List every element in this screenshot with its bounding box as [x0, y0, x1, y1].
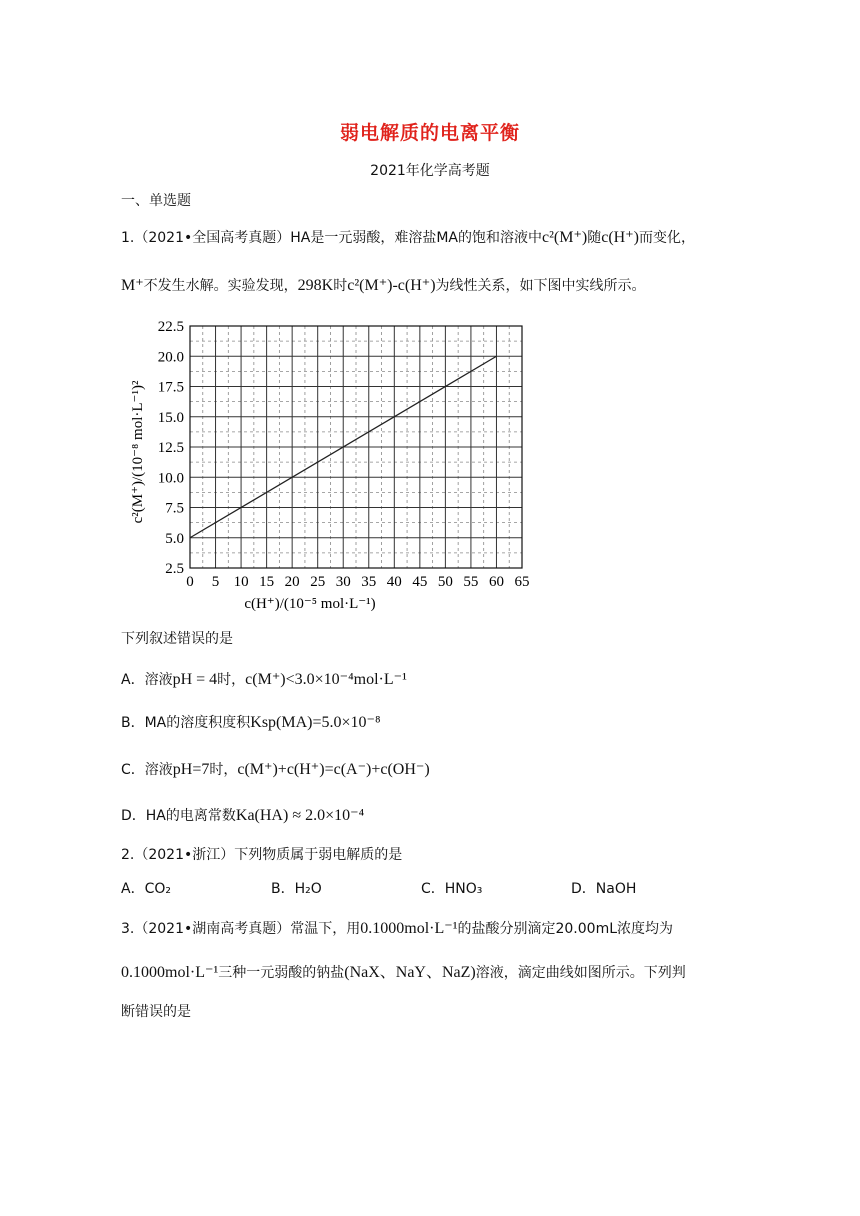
- x-tick-label: 40: [386, 574, 402, 590]
- q2-option-d: D．NaOH: [571, 881, 637, 897]
- q1-text-b: 随: [587, 230, 602, 246]
- q1-math-ch: c(H⁺): [601, 229, 640, 246]
- x-tick-label: 10: [233, 574, 249, 590]
- q2-stem: 2.（2021•浙江）下列物质属于弱电解质的是: [121, 847, 403, 863]
- x-tick-label: 55: [463, 574, 479, 590]
- q1-chart: [120, 312, 540, 617]
- option-a-math1: pH = 4: [172, 671, 218, 688]
- q3-math-salts: (NaX、NaY、NaZ): [344, 964, 476, 981]
- y-tick-label: 7.5: [165, 500, 184, 517]
- y-tick-label: 10.0: [157, 470, 184, 487]
- option-c-math1: pH=7: [172, 761, 210, 778]
- q3-math-conc1: 0.1000mol·L⁻¹: [360, 920, 458, 937]
- option-c-math2: c(M⁺)+c(H⁺)=c(A⁻)+c(OH⁻): [237, 761, 430, 778]
- option-d-math: Ka(HA) ≈ 2.0×10⁻⁴: [235, 807, 365, 824]
- chart-y-label: c²(M⁺)/(10⁻⁸ mol·L⁻¹)²: [130, 380, 146, 524]
- y-tick-label: 22.5: [157, 319, 184, 335]
- q3-text-b: 的盐酸分别滴定20.00mL浓度均为: [457, 921, 674, 937]
- x-tick-label: 20: [284, 574, 300, 590]
- option-b-prefix: B．MA的溶度积度积: [121, 715, 251, 731]
- x-tick-label: 65: [514, 574, 530, 590]
- q1-line2: [121, 276, 646, 296]
- q2-option-a: A．CO₂: [121, 881, 171, 897]
- q3-line2: [121, 963, 686, 983]
- q2-option-b: B．H₂O: [271, 881, 322, 897]
- y-tick-label: 5.0: [165, 530, 184, 547]
- q1-text-f: 为线性关系，如下图中实线所示。: [435, 278, 646, 294]
- q3-text-d: 溶液，滴定曲线如图所示。下列判: [475, 965, 686, 981]
- x-tick-label: 60: [488, 574, 504, 590]
- section-heading: 一、单选题: [121, 193, 191, 209]
- q1-text-a: 1.（2021•全国高考真题）HA是一元弱酸，难溶盐MA的饱和溶液中: [121, 230, 543, 246]
- q1-text-e: 时: [333, 278, 348, 294]
- option-a-math2: c(M⁺)<3.0×10⁻⁴mol·L⁻¹: [245, 671, 407, 688]
- q1-option-a: [121, 670, 407, 690]
- q1-option-c: [121, 760, 430, 780]
- chart-y-ticks: [158, 319, 184, 577]
- option-b-math: Ksp(MA)=5.0×10⁻⁸: [250, 714, 381, 731]
- x-tick-label: 45: [412, 574, 428, 590]
- x-tick-label: 25: [310, 574, 326, 590]
- q3-line1: [121, 919, 673, 939]
- option-d-prefix: D．HA的电离常数: [121, 808, 236, 824]
- document-subtitle: 2021年化学高考题: [370, 163, 490, 179]
- option-c-mid: 时，: [209, 762, 238, 778]
- q3-text-c: 三种一元弱酸的钠盐: [218, 965, 345, 981]
- y-tick-label: 17.5: [157, 379, 184, 396]
- q1-text-c: 而变化，: [639, 230, 696, 246]
- x-tick-label: 15: [259, 574, 275, 590]
- q1-option-d: [121, 806, 364, 826]
- q1-question: 下列叙述错误的是: [121, 631, 233, 647]
- q1-math-c2m: c²(M⁺): [542, 229, 588, 246]
- y-tick-label: 15.0: [157, 409, 184, 426]
- x-tick-label: 0: [186, 574, 194, 590]
- x-tick-label: 35: [361, 574, 377, 590]
- q1-math-relation: c²(M⁺)-c(H⁺): [347, 277, 436, 294]
- x-tick-label: 5: [211, 574, 220, 590]
- q1-text-d: 不发生水解。实验发现，: [143, 278, 298, 294]
- chart-x-ticks: [186, 574, 529, 590]
- q1-math-m: M⁺: [121, 277, 144, 294]
- y-tick-label: 20.0: [157, 349, 184, 366]
- option-c-prefix: C．溶液: [121, 762, 173, 778]
- x-tick-label: 50: [437, 574, 453, 590]
- q3-line3: 断错误的是: [121, 1004, 191, 1020]
- option-a-mid: 时，: [217, 672, 246, 688]
- q1-line1: [121, 228, 695, 248]
- q1-option-b: [121, 713, 381, 733]
- option-a-prefix: A．溶液: [121, 672, 173, 688]
- q1-math-298k: 298K: [297, 277, 334, 294]
- chart-grid: [190, 326, 522, 568]
- y-tick-label: 12.5: [157, 440, 184, 456]
- x-tick-label: 30: [335, 574, 351, 590]
- q2-option-c: C．HNO₃: [421, 881, 483, 897]
- q3-math-conc2: 0.1000mol·L⁻¹: [121, 964, 219, 981]
- document-title: 弱电解质的电离平衡: [339, 122, 520, 144]
- q3-text-a: 3.（2021•湖南高考真题）常温下，用: [121, 921, 361, 937]
- y-tick-label: 2.5: [165, 561, 184, 577]
- chart-x-label: c(H⁺)/(10⁻⁵ mol·L⁻¹): [244, 596, 376, 612]
